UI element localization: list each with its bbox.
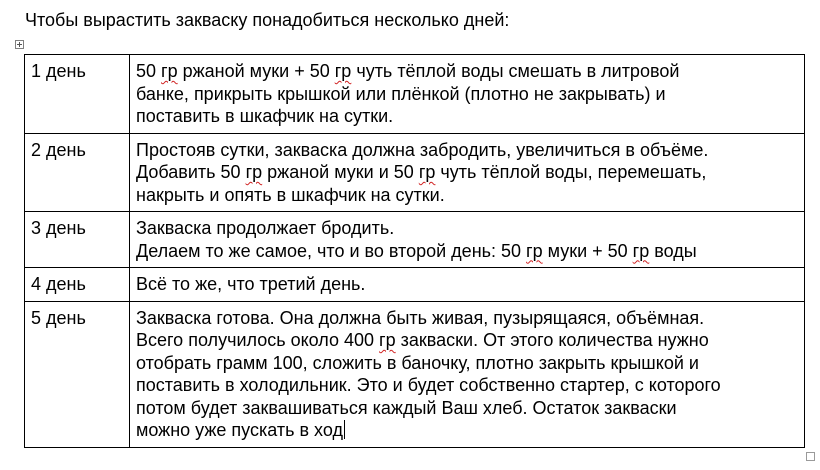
day-description-cell[interactable] — [130, 301, 805, 447]
description-line: потом будет заквашиваться каждый Ваш хлеб. Остаток закваски — [136, 397, 677, 418]
description-line: отобрать грамм 100, сложить в баночку, плотно закрыть крышкой и — [136, 352, 699, 373]
spellcheck-flagged-word[interactable]: гр — [418, 162, 436, 182]
description-line: Простояв сутки, закваска должна забродить, увеличиться в объёме. — [136, 139, 709, 160]
day-label-cell[interactable]: 2 день — [25, 133, 130, 212]
day-label-cell[interactable]: 1 день — [25, 55, 130, 134]
day-label-cell[interactable]: 3 день — [25, 212, 130, 268]
description-line: накрыть и опять в шкафчик на сутки. — [136, 184, 445, 205]
days-table-body — [25, 55, 805, 448]
description-line: 50 гр ржаной муки + 50 гр чуть тёплой воды смешать в литровой — [136, 61, 680, 81]
spellcheck-flagged-word[interactable]: гр — [245, 162, 263, 182]
description-line: Добавить 50 гр ржаной муки и 50 гр чуть тёплой воды, перемешать, — [136, 162, 707, 182]
description-line: поставить в холодильник. Это и будет собственно стартер, с которого — [136, 375, 721, 395]
intro-paragraph: Чтобы вырастить закваску понадобиться несколько дней: — [25, 10, 510, 30]
day-description-cell[interactable] — [130, 55, 805, 134]
table-row — [25, 212, 805, 268]
description-line: Делаем то же самое, что и во второй день: 50 гр муки + 50 гр воды — [136, 240, 697, 261]
table-row — [25, 301, 805, 447]
spellcheck-flagged-word[interactable]: гр — [526, 240, 543, 261]
table-row — [25, 268, 805, 302]
spellcheck-flagged-word[interactable]: гр — [632, 240, 650, 261]
spellcheck-flagged-word[interactable]: гр — [379, 330, 396, 350]
description-line: Закваска готова. Она должна быть живая, пузырящаяся, объёмная. — [136, 307, 705, 328]
day-description-cell[interactable] — [130, 268, 805, 302]
table-move-handle-icon[interactable] — [15, 40, 24, 49]
description-line: Всё то же, что третий день. — [136, 274, 366, 294]
spellcheck-flagged-word[interactable]: гр — [161, 61, 178, 81]
description-line: можно уже пускать в ход — [136, 420, 343, 440]
table-resize-handle-icon[interactable] — [806, 452, 815, 461]
description-line: Закваска продолжает бродить. — [136, 218, 395, 238]
day-label-cell[interactable]: 4 день — [25, 268, 130, 302]
spellcheck-flagged-word[interactable]: гр — [334, 61, 352, 81]
days-table — [24, 54, 805, 448]
description-line: поставить в шкафчик на сутки. — [136, 106, 394, 126]
table-row — [25, 133, 805, 212]
text-cursor — [344, 420, 345, 439]
table-row — [25, 55, 805, 134]
day-description-cell[interactable] — [130, 212, 805, 268]
description-line: Всего получилось около 400 гр закваски. От этого количества нужно — [136, 330, 709, 350]
description-line: банке, прикрыть крышкой или плёнкой (плотно не закрывать) и — [136, 83, 666, 104]
day-description-cell[interactable] — [130, 133, 805, 212]
day-label-cell[interactable]: 5 день — [25, 301, 130, 447]
